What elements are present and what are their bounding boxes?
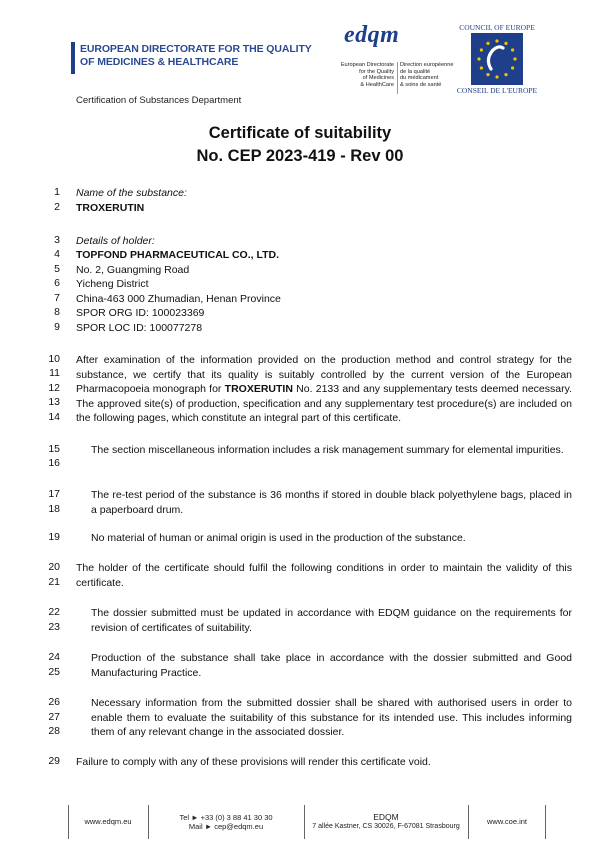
line-number: 10 <box>48 353 60 365</box>
line-number: 26 <box>48 696 60 708</box>
header-accent-bar <box>71 42 75 74</box>
conditions-intro-paragraph: The holder of the certificate should fulfil the following conditions in order to maintain the validity of this certificate. <box>76 562 572 589</box>
line-number: 9 <box>54 321 60 333</box>
spor-org-id: SPOR ORG ID: 100023369 <box>76 307 205 319</box>
line-number: 5 <box>54 263 60 275</box>
footer-address: 7 allée Kastner, CS 30026, F-67081 Strasbourg <box>312 823 460 830</box>
line-number: 20 <box>48 561 60 573</box>
line-number: 12 <box>48 382 60 394</box>
material-origin-paragraph: No material of human or animal origin is used in the production of the substance. <box>91 532 466 544</box>
line-number: 3 <box>54 234 60 246</box>
substance-name: TROXERUTIN <box>76 202 145 214</box>
holder-address-line2: Yicheng District <box>76 278 149 290</box>
department-name: Certification of Substances Department <box>76 95 242 106</box>
misc-information-paragraph: The section miscellaneous information includes a risk management summary for elemental impurities. <box>91 444 564 456</box>
organization-name-line2: OF MEDICINES & HEALTHCARE <box>80 55 239 68</box>
conseil-de-l-europe-label: CONSEIL DE L'EUROPE <box>456 86 538 95</box>
line-number: 16 <box>48 457 60 469</box>
footer-phone: Tel ► +33 (0) 3 88 41 30 30 <box>179 812 273 822</box>
line-number: 25 <box>48 666 60 678</box>
line-number: 8 <box>54 306 60 318</box>
council-of-europe-emblem-icon <box>471 33 523 85</box>
spor-loc-id: SPOR LOC ID: 100077278 <box>76 322 203 334</box>
line-number: 11 <box>49 367 60 379</box>
line-number: 24 <box>48 651 60 663</box>
line-number: 18 <box>48 503 60 515</box>
footer <box>68 805 546 839</box>
line-number: 21 <box>48 576 60 588</box>
line-number: 2 <box>54 201 60 213</box>
line-number: 4 <box>54 248 60 260</box>
organization-name-line1: EUROPEAN DIRECTORATE FOR THE QUALITY <box>80 43 312 55</box>
line-number: 17 <box>48 488 60 500</box>
line-number: 15 <box>48 443 60 455</box>
holder-address-line1: No. 2, Guangming Road <box>76 264 190 276</box>
failure-clause: Failure to comply with any of these provisions will render this certificate void. <box>76 756 431 768</box>
examination-paragraph: After examination of the information provided on the production method and control strategy for the substance, we certify that its quality is suitably controlled by the current version of the European Pharmacopoeia monograph for TROXERUTIN No. 2133 and any supplementary tests deemed necessary. The approved site(s) of production, specification and any supplementary test procedure(s) are included on the following pages, which constitute an integral part of this certificate. <box>76 354 572 424</box>
certificate-title: Certificate of suitability <box>208 124 392 142</box>
footer-separator <box>545 805 546 839</box>
holder-company: TOPFOND PHARMACEUTICAL CO., LTD. <box>76 249 279 261</box>
line-number: 28 <box>48 725 60 737</box>
footer-contact <box>149 805 303 839</box>
organization-name <box>80 43 312 68</box>
certificate-number: No. CEP 2023-419 - Rev 00 <box>196 147 404 165</box>
line-number: 27 <box>48 711 60 723</box>
line-number: 22 <box>48 606 60 618</box>
council-of-europe-label: COUNCIL OF EUROPE <box>459 23 535 32</box>
footer-edqm-website[interactable]: www.edqm.eu <box>84 817 132 827</box>
line-number: 14 <box>48 411 60 423</box>
substance-label: Name of the substance: <box>76 187 187 199</box>
footer-coe-website[interactable]: www.coe.int <box>486 817 528 827</box>
condition-information-sharing: Necessary information from the submitted dossier shall be shared with authorised users in order to enable them to evaluate the suitability of this substance for its intended use. This includes informing them of any relevant change in the associated dossier. <box>91 697 572 738</box>
line-number: 7 <box>54 292 60 304</box>
retest-period-paragraph: The re-test period of the substance is 36 months if stored in double black polyethylene bags, placed in a paperboard drum. <box>91 489 572 516</box>
edqm-subtitle-fr: Direction européenne de la qualité du médicament & soins de santé <box>400 62 454 88</box>
edqm-divider <box>397 62 398 94</box>
footer-org-name: EDQM <box>373 811 399 822</box>
line-number: 19 <box>48 531 60 543</box>
footer-email[interactable]: Mail ► cep@edqm.eu <box>188 822 264 831</box>
line-number: 1 <box>54 186 60 198</box>
condition-dossier-update: The dossier submitted must be updated in accordance with EDQM guidance on the requirements for revision of certificates of suitability. <box>91 607 572 634</box>
condition-gmp-production: Production of the substance shall take place in accordance with the dossier submitted and Good Manufacturing Practice. <box>91 652 572 679</box>
holder-address-line3: China-463 000 Zhumadian, Henan Province <box>76 293 281 305</box>
line-number: 6 <box>54 277 60 289</box>
line-number: 29 <box>48 755 60 767</box>
holder-label: Details of holder: <box>76 235 155 247</box>
footer-address-block <box>305 805 467 839</box>
line-number: 23 <box>48 621 60 633</box>
edqm-logo: edqm <box>344 22 400 48</box>
monograph-substance-name: TROXERUTIN <box>224 383 293 395</box>
line-number: 13 <box>48 396 60 408</box>
edqm-subtitle-en: European Directorate for the Quality of Medicines & HealthCare <box>340 62 394 88</box>
